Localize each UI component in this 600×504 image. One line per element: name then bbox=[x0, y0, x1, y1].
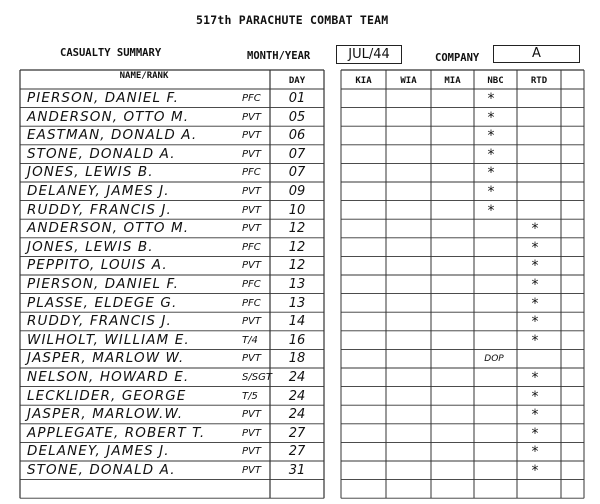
entry-name: PEPPITO, LOUIS A. bbox=[27, 257, 168, 274]
entry-rank: PVT bbox=[242, 465, 261, 476]
entry-rank: PVT bbox=[242, 316, 261, 328]
entry-rtd-mark: * bbox=[531, 277, 539, 293]
entry-rtd-mark: * bbox=[531, 463, 539, 479]
entry-rank: PFC bbox=[242, 167, 261, 179]
entry-rank: PFC bbox=[242, 279, 261, 290]
entry-name: RUDDY, FRANCIS J. bbox=[27, 313, 172, 330]
entry-name: STONE, DONALD A. bbox=[27, 145, 176, 162]
entry-rtd-mark: * bbox=[531, 221, 539, 238]
entry-rtd-mark: * bbox=[531, 239, 539, 256]
entry-rank: PVT bbox=[242, 204, 261, 216]
col-header-rtd: RTD bbox=[530, 76, 548, 86]
entry-rank: PVT bbox=[242, 409, 261, 421]
form-title: 517th PARACHUTE COMBAT TEAM bbox=[196, 13, 389, 27]
entry-name: RUDDY, FRANCIS J. bbox=[27, 201, 172, 218]
entry-name: PLASSE, ELDEGE G. bbox=[27, 294, 178, 311]
entry-rank: S/SGT bbox=[242, 372, 272, 383]
entry-rtd-mark: * bbox=[531, 332, 539, 349]
entry-name: ANDERSON, OTTO M. bbox=[27, 108, 190, 125]
entry-name: ANDERSON, OTTO M. bbox=[27, 220, 190, 237]
entry-rank: PVT bbox=[242, 223, 261, 235]
entry-rank: PFC bbox=[242, 93, 261, 104]
entry-day: 12 bbox=[288, 239, 306, 255]
entry-day: 24 bbox=[288, 388, 306, 404]
entry-rtd-mark: * bbox=[531, 370, 539, 386]
entry-day: 12 bbox=[288, 258, 306, 274]
entry-name: APPLEGATE, ROBERT T. bbox=[27, 424, 206, 441]
entry-day: 16 bbox=[288, 332, 306, 348]
entry-nbc-mark: * bbox=[487, 109, 495, 126]
col-header-wia: WIA bbox=[400, 76, 417, 86]
entry-rtd-mark: * bbox=[531, 388, 539, 405]
entry-name: WILHOLT, WILLIAM E. bbox=[27, 331, 190, 348]
entry-rank: PVT bbox=[242, 427, 261, 439]
company-label: COMPANY bbox=[435, 52, 480, 64]
entry-rtd-mark: * bbox=[531, 444, 539, 461]
entry-day: 14 bbox=[288, 314, 306, 330]
entry-name: DELANEY, JAMES J. bbox=[27, 183, 170, 199]
entry-day: 27 bbox=[288, 425, 306, 441]
entry-name: JONES, LEWIS B. bbox=[27, 238, 154, 255]
entry-name: JONES, LEWIS B. bbox=[27, 164, 154, 181]
entry-rank: PFC bbox=[242, 297, 261, 309]
entry-day: 07 bbox=[288, 146, 306, 162]
entry-rank: T/5 bbox=[242, 390, 258, 402]
entry-rtd-mark: * bbox=[531, 407, 539, 424]
entry-day: 06 bbox=[288, 128, 306, 144]
entry-rank: PVT bbox=[242, 186, 261, 197]
entry-nbc-mark: DOP bbox=[484, 354, 504, 365]
entry-rtd-mark: * bbox=[531, 258, 539, 275]
entry-rank: PVT bbox=[242, 260, 261, 272]
entry-rank: PVT bbox=[242, 148, 261, 160]
entry-day: 24 bbox=[288, 370, 306, 385]
entry-rank: T/4 bbox=[242, 334, 258, 346]
entry-name: STONE, DONALD A. bbox=[27, 462, 176, 478]
col-header-nbc: NBC bbox=[487, 76, 504, 86]
col-header-name-rank: NAME/RANK bbox=[119, 71, 169, 81]
entry-day: 07 bbox=[288, 165, 306, 181]
entry-rank: PVT bbox=[242, 353, 261, 365]
company-field[interactable]: A bbox=[493, 45, 580, 63]
entry-day: 24 bbox=[288, 407, 306, 423]
entry-day: 12 bbox=[288, 221, 306, 237]
entry-name: EASTMAN, DONALD A. bbox=[27, 127, 198, 144]
summary-heading: CASUALTY SUMMARY bbox=[60, 47, 162, 59]
entry-rtd-mark: * bbox=[531, 295, 539, 312]
month-year-label: MONTH/YEAR bbox=[247, 50, 311, 62]
entry-day: 10 bbox=[288, 202, 306, 218]
month-year-field[interactable]: JUL/44 bbox=[336, 45, 402, 64]
entry-nbc-mark: * bbox=[487, 91, 495, 107]
entry-rtd-mark: * bbox=[531, 425, 539, 442]
entry-day: 13 bbox=[288, 295, 306, 311]
entry-day: 18 bbox=[288, 351, 306, 367]
entry-rank: PFC bbox=[242, 241, 261, 253]
entry-day: 09 bbox=[288, 184, 306, 199]
entry-name: PIERSON, DANIEL F. bbox=[27, 276, 180, 292]
entry-day: 31 bbox=[288, 463, 306, 478]
col-header-day: DAY bbox=[288, 76, 306, 86]
entry-day: 13 bbox=[288, 277, 306, 292]
entry-name: JASPER, MARLOW W. bbox=[27, 350, 185, 367]
entry-rtd-mark: * bbox=[531, 314, 539, 331]
entry-name: NELSON, HOWARD E. bbox=[27, 369, 190, 385]
entry-nbc-mark: * bbox=[487, 165, 495, 182]
entry-day: 27 bbox=[288, 444, 306, 460]
col-header-kia: KIA bbox=[355, 76, 372, 86]
entry-day: 05 bbox=[288, 109, 306, 125]
entry-nbc-mark: * bbox=[487, 128, 495, 145]
entry-nbc-mark: * bbox=[487, 146, 495, 163]
entry-rank: PVT bbox=[242, 446, 261, 458]
entry-nbc-mark: * bbox=[487, 184, 495, 200]
entry-name: DELANEY, JAMES J. bbox=[27, 443, 170, 460]
entry-nbc-mark: * bbox=[487, 202, 495, 219]
entry-name: JASPER, MARLOW.W. bbox=[27, 406, 184, 423]
entry-rank: PVT bbox=[242, 130, 261, 142]
entry-name: PIERSON, DANIEL F. bbox=[27, 90, 180, 106]
entry-day: 01 bbox=[288, 91, 306, 106]
entry-rank: PVT bbox=[242, 111, 261, 123]
col-header-mia: MIA bbox=[444, 76, 461, 86]
entry-name: LECKLIDER, GEORGE bbox=[27, 387, 187, 404]
